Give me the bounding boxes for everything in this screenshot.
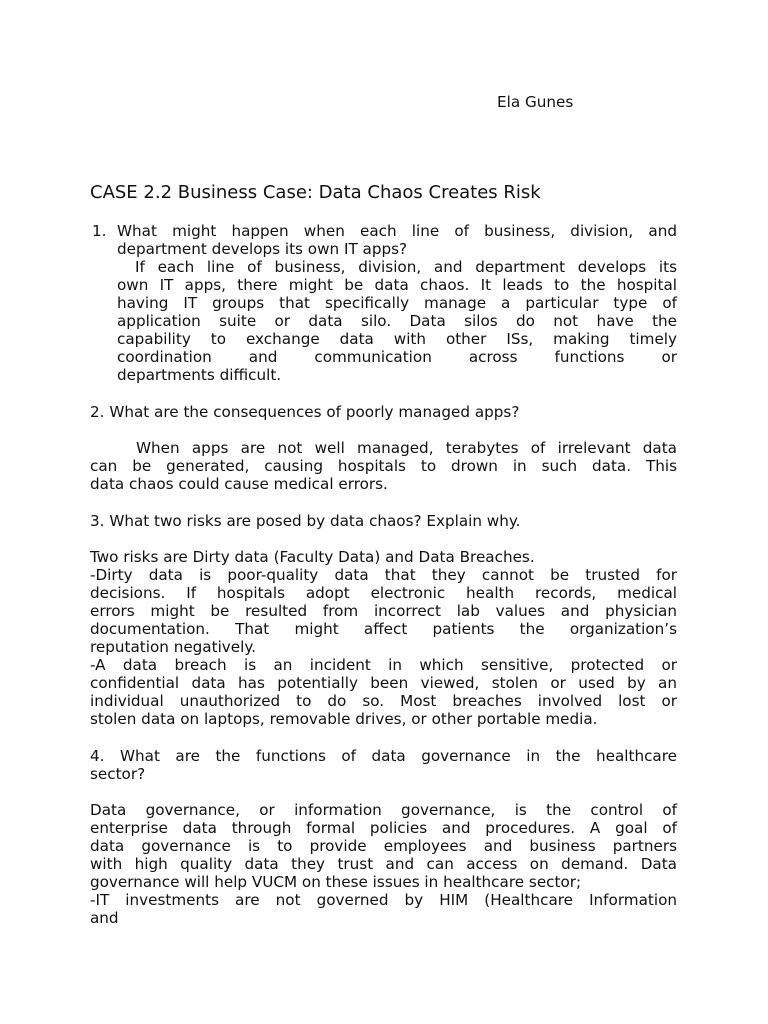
answer-4-paragraph xyxy=(90,801,677,927)
question-3-text: 3. What two risks are posed by data chaos? Explain why. xyxy=(90,512,521,530)
answer-4-line: governance will help VUCM on these issues in healthcare sector; xyxy=(90,873,582,891)
answer-3-line: -Dirty data is poor-quality data that they cannot be trusted for xyxy=(90,566,677,584)
question-2-text: 2. What are the consequences of poorly managed apps? xyxy=(90,403,520,421)
answer-3-line: documentation. That might affect patients the organization’s xyxy=(90,620,677,638)
answer-1-line: own IT apps, there might be data chaos. It leads to the hospital xyxy=(117,276,677,294)
answer-2-line: data chaos could cause medical errors. xyxy=(90,475,388,493)
question-1-text-line: department develops its own IT apps? xyxy=(117,240,408,258)
question-1-body xyxy=(117,222,677,384)
answer-3-line: stolen data on laptops, removable drives, or other portable media. xyxy=(90,710,598,728)
answer-3-line: individual unauthorized to do so. Most breaches involved lost or xyxy=(90,692,677,710)
answer-4-line: Data governance, or information governance, is the control of xyxy=(90,801,677,819)
question-2-heading xyxy=(90,403,677,421)
answer-3-line: Two risks are Dirty data (Faculty Data) and Data Breaches. xyxy=(90,548,535,566)
answer-4-line: and xyxy=(90,909,119,927)
question-1-text-line: What might happen when each line of business, division, and xyxy=(117,222,677,240)
answer-3-paragraph xyxy=(90,548,677,728)
question-4-heading xyxy=(90,747,677,783)
answer-1-line: departments difficult. xyxy=(117,366,282,384)
document-title: CASE 2.2 Business Case: Data Chaos Creates Risk xyxy=(90,182,541,203)
answer-3-line: reputation negatively. xyxy=(90,638,256,656)
answer-1-line: application suite or data silo. Data silos do not have the xyxy=(117,312,677,330)
answer-2-paragraph xyxy=(90,439,677,493)
question-3-heading xyxy=(90,512,677,530)
answer-4-line: -IT investments are not governed by HIM (Healthcare Information xyxy=(90,891,677,909)
question-4-text-line: sector? xyxy=(90,765,146,783)
answer-3-line: errors might be resulted from incorrect lab values and physician xyxy=(90,602,677,620)
answer-2-line: can be generated, causing hospitals to drown in such data. This xyxy=(90,457,677,475)
answer-3-line: confidential data has potentially been viewed, stolen or used by an xyxy=(90,674,677,692)
answer-2-line: When apps are not well managed, terabytes of irrelevant data xyxy=(136,439,677,457)
answer-4-line: data governance is to provide employees and business partners xyxy=(90,837,677,855)
answer-1-line: coordination and communication across functions or xyxy=(117,348,677,366)
answer-4-line: enterprise data through formal policies and procedures. A goal of xyxy=(90,819,677,837)
answer-1-line: having IT groups that specifically manage a particular type of xyxy=(117,294,677,312)
question-4-text-line: 4. What are the functions of data governance in the healthcare xyxy=(90,747,677,765)
answer-4-line: with high quality data they trust and can access on demand. Data xyxy=(90,855,677,873)
answer-3-line: -A data breach is an incident in which sensitive, protected or xyxy=(90,656,677,674)
answer-1-line: If each line of business, division, and department develops its xyxy=(135,258,677,276)
answer-1-line: capability to exchange data with other ISs, making timely xyxy=(117,330,677,348)
author-name: Ela Gunes xyxy=(497,93,574,111)
answer-3-line: decisions. If hospitals adopt electronic health records, medical xyxy=(90,584,677,602)
question-1-number: 1. xyxy=(92,222,107,240)
